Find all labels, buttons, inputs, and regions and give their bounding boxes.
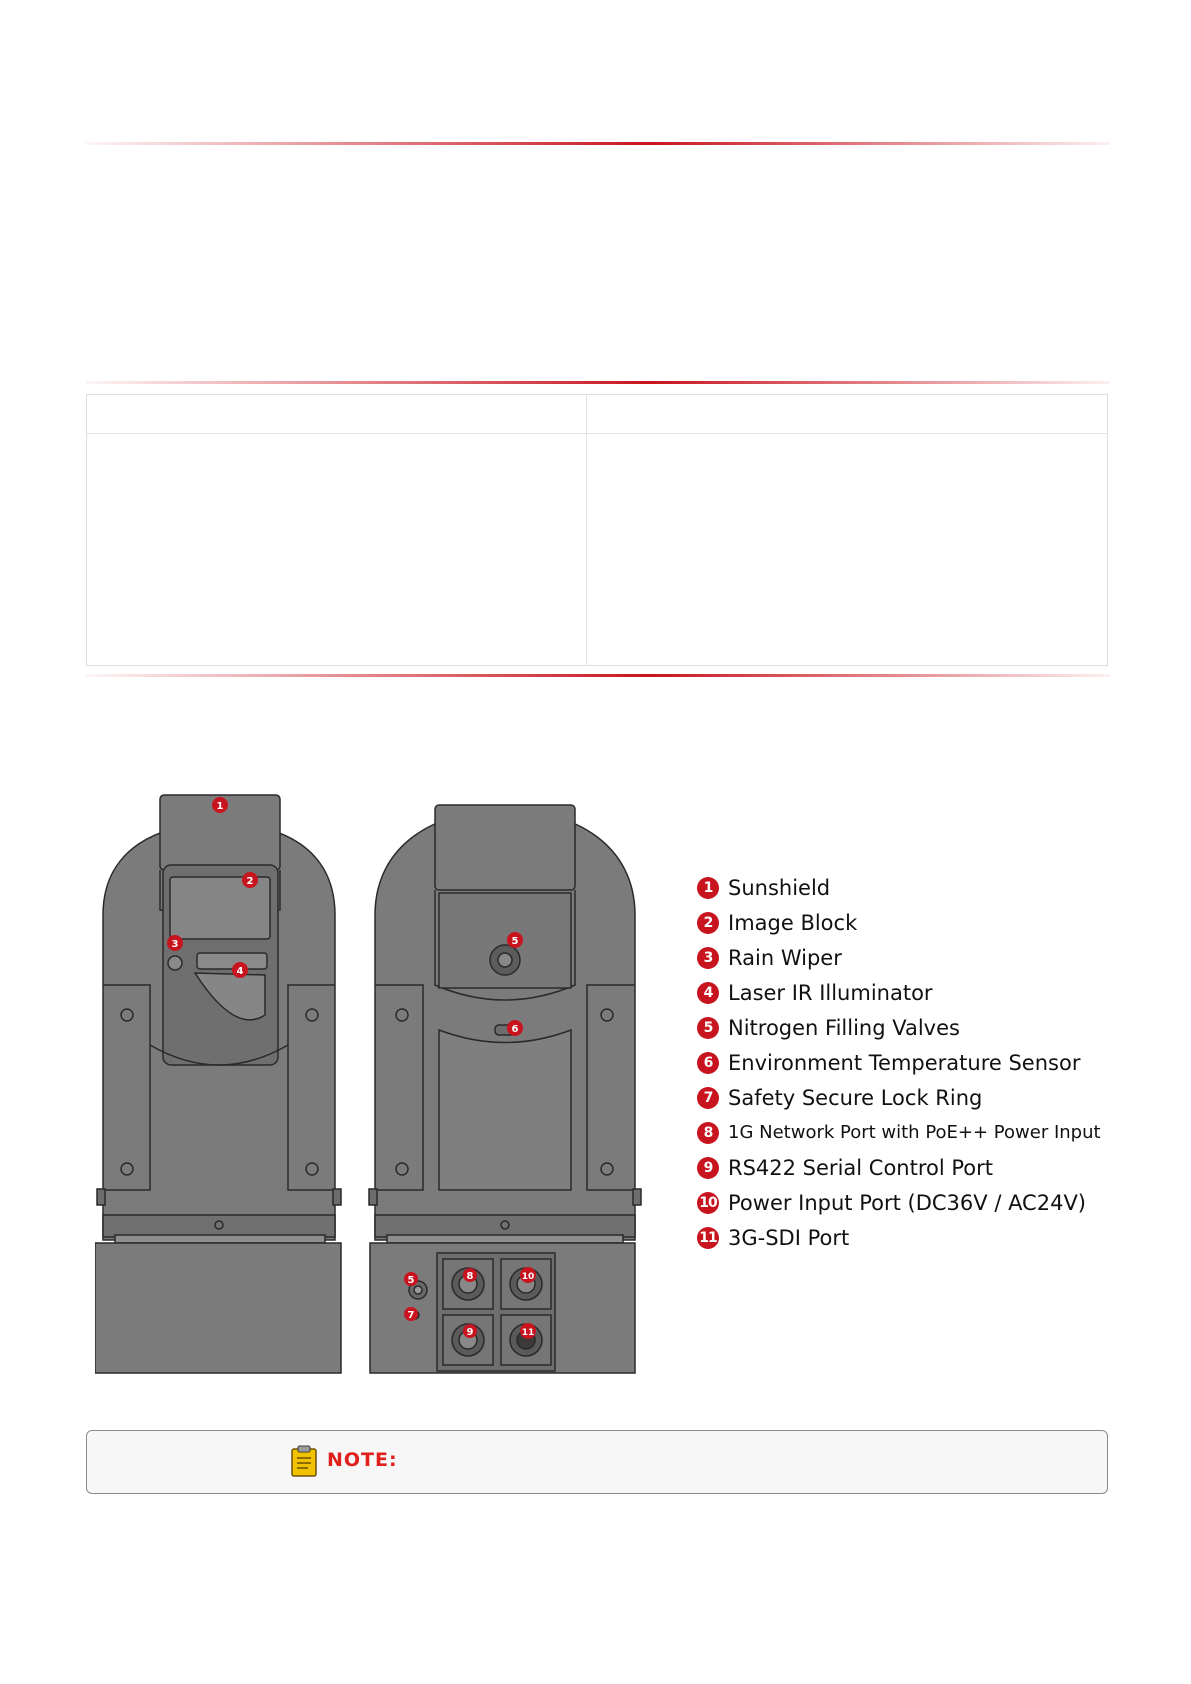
legend-number: 3 [697, 947, 719, 969]
svg-text:11: 11 [521, 1328, 535, 1338]
legend-label: Sunshield [728, 875, 831, 900]
legend-label: RS422 Serial Control Port [728, 1155, 993, 1180]
callout-4-front [232, 962, 248, 978]
legend-number: 11 [697, 1227, 719, 1249]
section-divider-middle [86, 381, 1110, 384]
legend-item [697, 1010, 1137, 1045]
legend-label: Nitrogen Filling Valves [728, 1015, 960, 1040]
legend-number: 6 [697, 1052, 719, 1074]
svg-text:10: 10 [521, 1272, 535, 1282]
callout-6-back [507, 1020, 523, 1036]
svg-text:1: 1 [216, 801, 224, 812]
legend-label: 3G-SDI Port [728, 1225, 850, 1250]
legend-item [697, 975, 1137, 1010]
front-view [95, 795, 341, 1373]
legend-label: Environment Temperature Sensor [728, 1050, 1081, 1075]
legend-number: 10 [697, 1192, 719, 1214]
spec-table-header-row [87, 395, 1107, 434]
legend-item [697, 1150, 1137, 1185]
legend-number: 7 [697, 1087, 719, 1109]
legend-label: Rain Wiper [728, 945, 842, 970]
callout-9-base [463, 1324, 477, 1338]
svg-text:2: 2 [246, 876, 254, 887]
legend-item [697, 1220, 1137, 1255]
callout-1-front [212, 797, 228, 813]
callout-5-back [507, 932, 523, 948]
svg-text:5: 5 [511, 936, 519, 947]
legend-item [697, 1185, 1137, 1220]
svg-text:8: 8 [466, 1271, 474, 1282]
legend-item [697, 1080, 1137, 1115]
svg-text:9: 9 [466, 1327, 474, 1338]
legend-label: Safety Secure Lock Ring [728, 1085, 983, 1110]
svg-text:7: 7 [407, 1310, 415, 1321]
back-view [369, 805, 641, 1373]
section-divider-bottom [86, 674, 1110, 677]
legend-item [697, 870, 1137, 905]
spec-table [86, 394, 1108, 666]
parts-legend [697, 870, 1137, 1255]
svg-text:5: 5 [407, 1275, 415, 1286]
note-label: NOTE: [327, 1449, 398, 1471]
callout-11-base [520, 1323, 536, 1339]
callout-5-base [404, 1272, 418, 1286]
legend-item [697, 940, 1137, 975]
legend-label: Image Block [728, 910, 858, 935]
svg-text:3: 3 [171, 939, 179, 950]
legend-number: 2 [697, 912, 719, 934]
callout-2-front [242, 872, 258, 888]
legend-number: 9 [697, 1157, 719, 1179]
section-divider-top [86, 142, 1110, 145]
callout-3-front [167, 935, 183, 951]
svg-text:6: 6 [511, 1024, 519, 1035]
callout-7-base [404, 1307, 418, 1321]
legend-number: 8 [697, 1122, 719, 1144]
legend-number: 1 [697, 877, 719, 899]
callout-10-base [520, 1267, 536, 1283]
callout-8-base [463, 1268, 477, 1282]
note-box [86, 1430, 1108, 1494]
spec-table-column-divider [586, 395, 587, 665]
legend-label: 1G Network Port with PoE++ Power Input [728, 1122, 1101, 1143]
camera-diagram [95, 785, 675, 1405]
legend-number: 4 [697, 982, 719, 1004]
legend-label: Laser IR Illuminator [728, 980, 933, 1005]
svg-text:4: 4 [236, 966, 244, 977]
legend-item [697, 1115, 1137, 1150]
legend-label: Power Input Port (DC36V / AC24V) [728, 1190, 1087, 1215]
legend-item [697, 905, 1137, 940]
legend-number: 5 [697, 1017, 719, 1039]
legend-item [697, 1045, 1137, 1080]
notepad-icon [290, 1445, 318, 1477]
